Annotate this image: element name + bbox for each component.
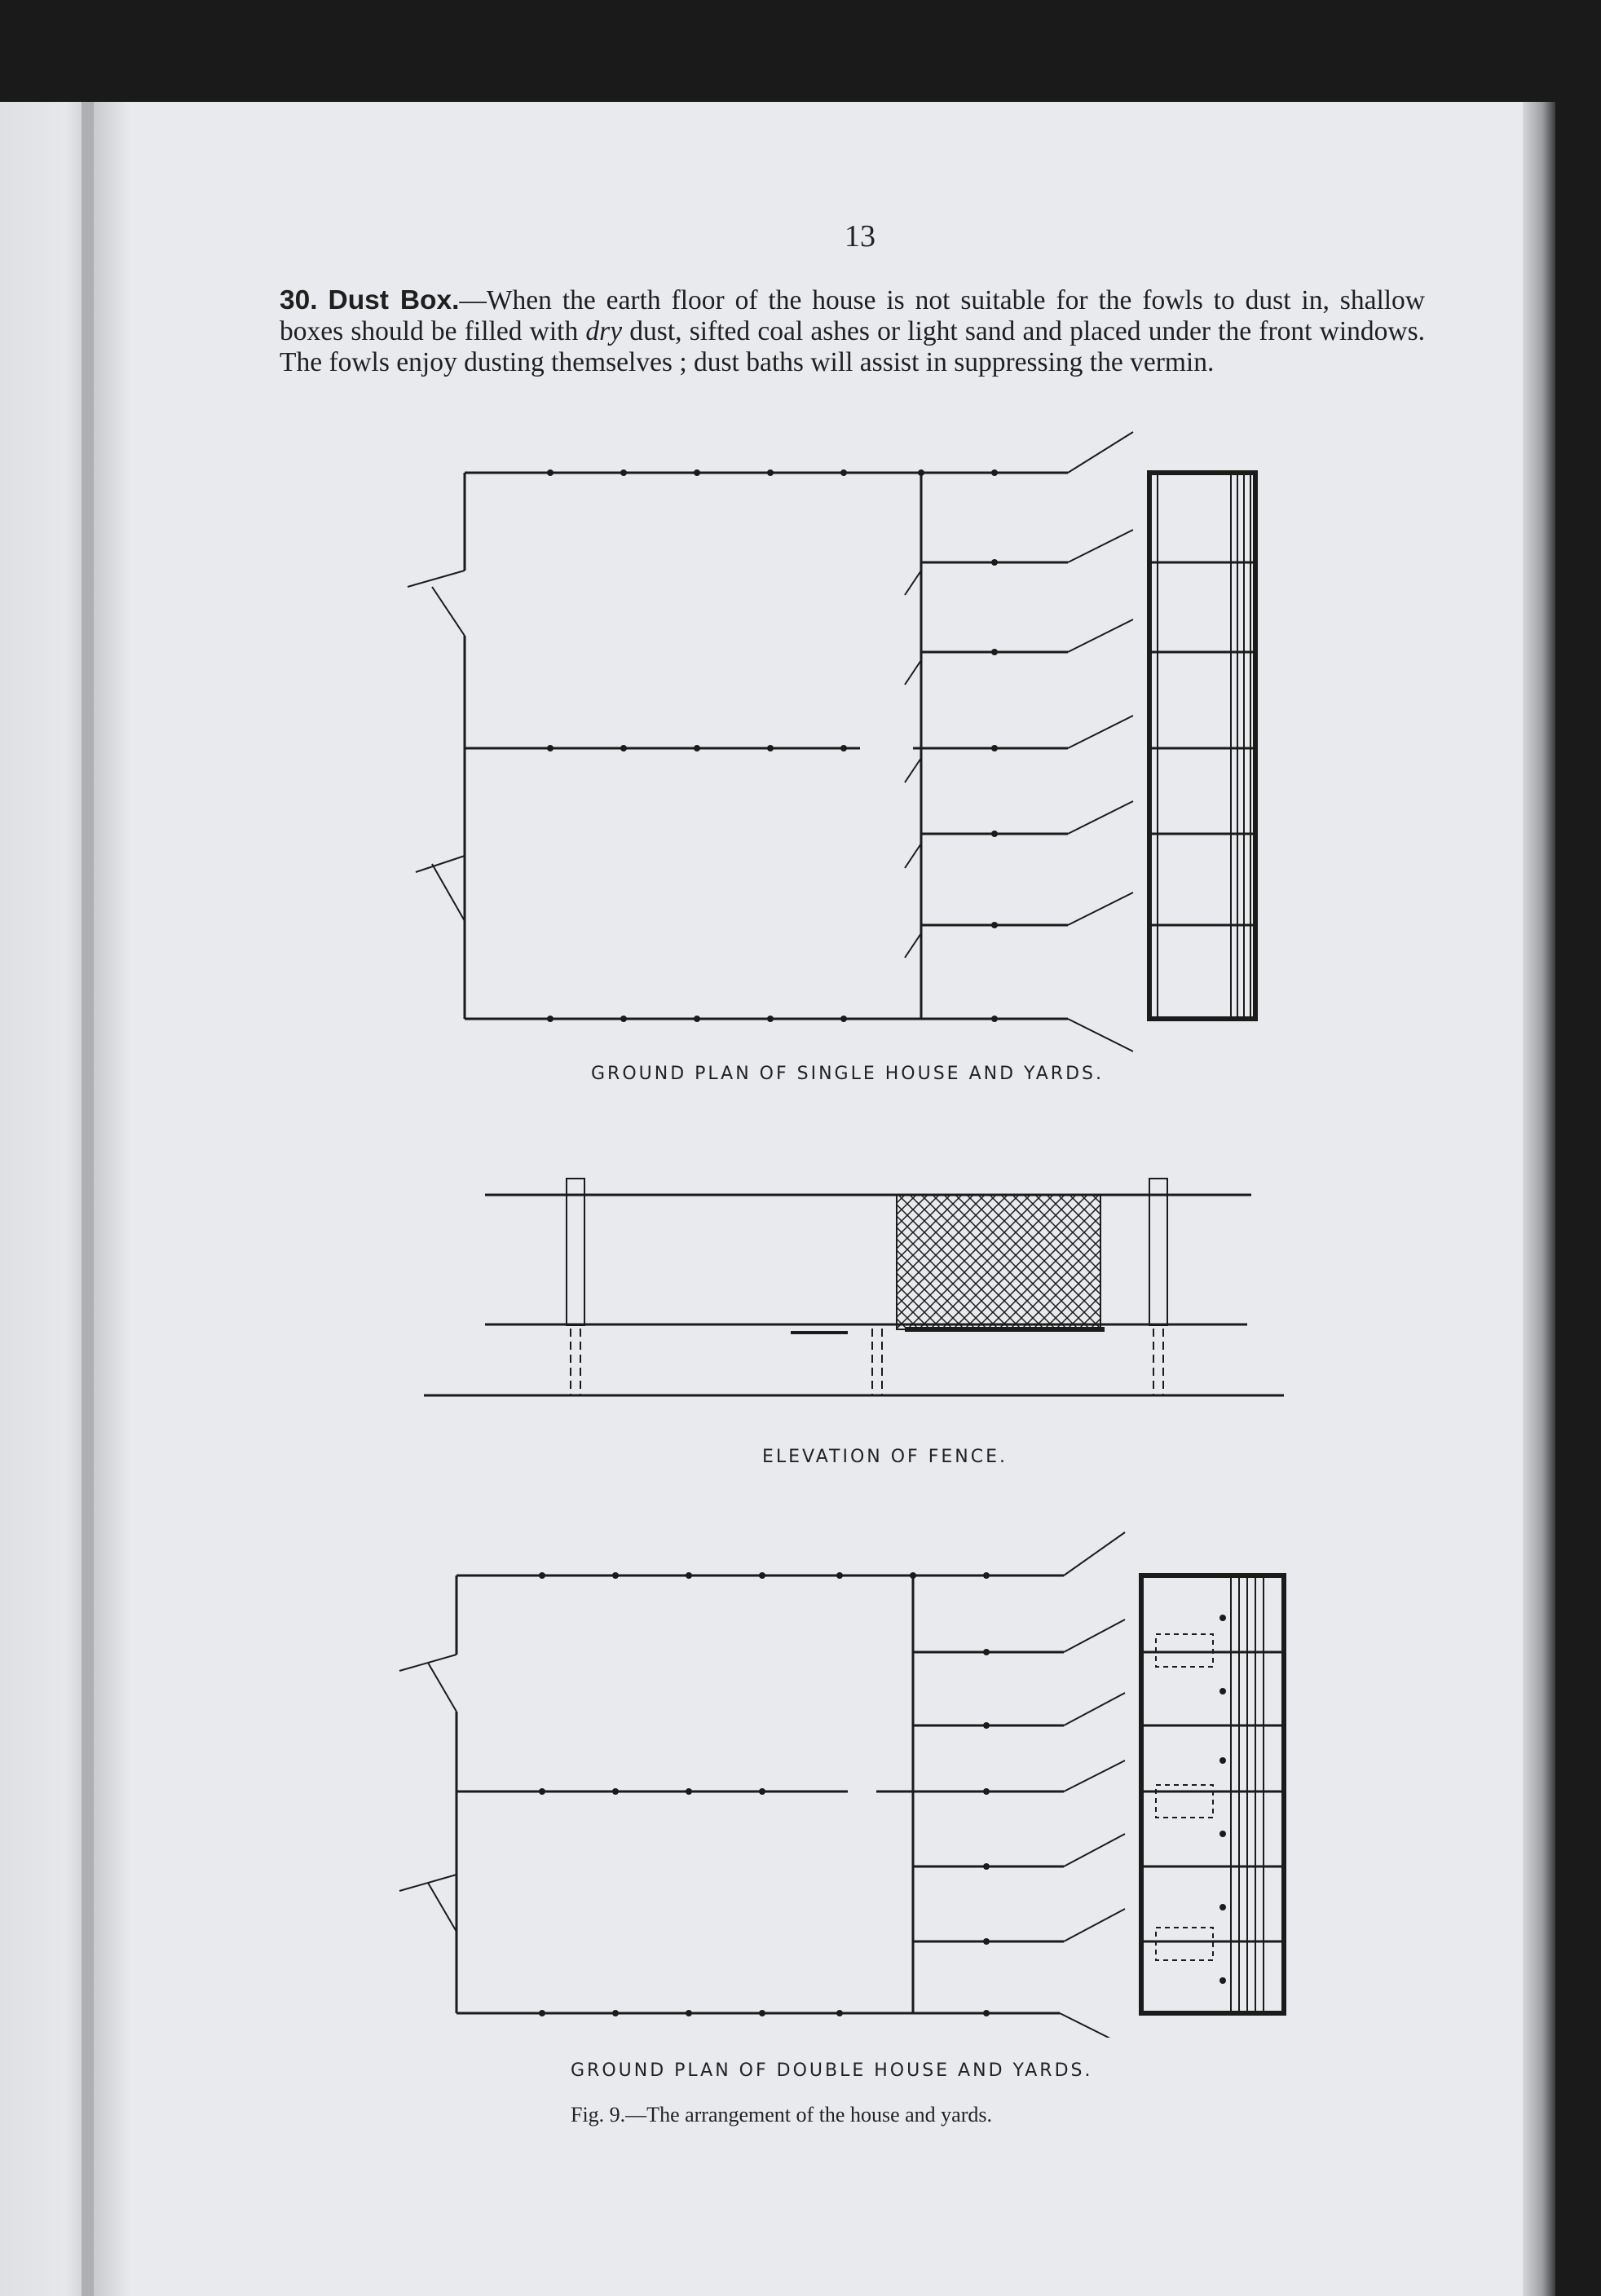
double-house-plan-diagram — [383, 1516, 1296, 2038]
spine-shadow — [82, 102, 130, 2296]
section-text-2: dust, sifted coal ashes or light sand and placed under the front windows. The fowls enjoy dusting themselves ; dust baths will assist in suppressing the vermin. — [280, 316, 1425, 377]
facing-page-edge — [0, 102, 94, 2296]
figure-caption: Fig. 9.—The arrangement of the house and yards. — [571, 2103, 992, 2126]
fence-elevation-caption: ELEVATION OF FENCE. — [762, 1447, 1008, 1467]
section-text-1: —When the earth floor of the house is not suitable for the fowls to dust in, shallow boxes should be filled with — [280, 285, 1425, 346]
single-house-plan-diagram — [383, 416, 1280, 1068]
double-plan-caption: GROUND PLAN OF DOUBLE HOUSE AND YARDS. — [571, 2060, 1093, 2081]
section-emphasis: dry — [585, 316, 623, 346]
page-number: 13 — [845, 219, 875, 253]
section-number: 30. — [280, 285, 318, 315]
single-plan-caption: GROUND PLAN OF SINGLE HOUSE AND YARDS. — [591, 1064, 1104, 1084]
page-right-edge — [1523, 102, 1555, 2296]
fence-elevation-diagram — [416, 1166, 1296, 1410]
section-paragraph — [280, 285, 1425, 378]
section-heading: Dust Box. — [328, 285, 460, 315]
